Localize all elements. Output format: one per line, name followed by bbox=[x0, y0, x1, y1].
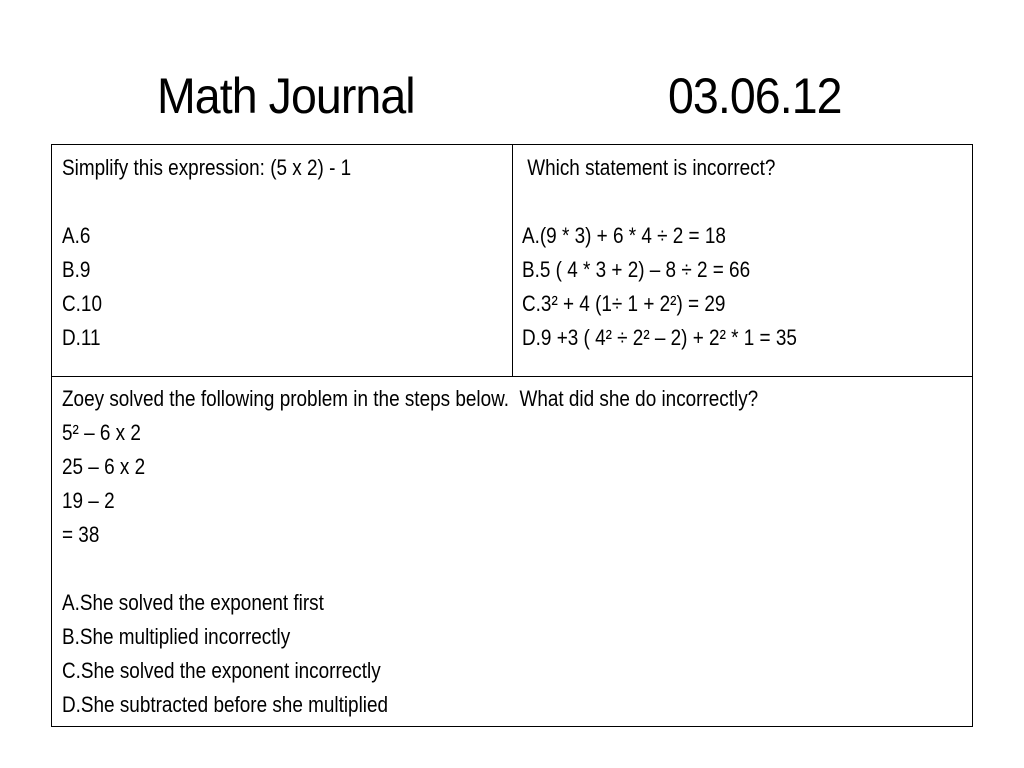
question-1-cell bbox=[62, 151, 398, 355]
question-2-choice-c: C.3² + 4 (1÷ 1 + 2²) = 29 bbox=[522, 291, 726, 316]
question-1-choice-d: D.11 bbox=[62, 325, 101, 350]
question-3-choice-d: D.She subtracted before she multiplied bbox=[62, 692, 389, 717]
question-2-prompt: Which statement is incorrect? bbox=[522, 155, 776, 180]
question-1-choice-a: A.6 bbox=[62, 223, 91, 248]
question-1-choice-b: B.9 bbox=[62, 257, 91, 282]
question-2-cell bbox=[522, 151, 842, 355]
page-title: Math Journal bbox=[157, 68, 415, 124]
question-3-choice-a: A.She solved the exponent first bbox=[62, 590, 324, 615]
question-3-choice-c: C.She solved the exponent incorrectly bbox=[62, 658, 381, 683]
question-2-choice-a: A.(9 * 3) + 6 * 4 ÷ 2 = 18 bbox=[522, 223, 726, 248]
question-3-step-2: 25 – 6 x 2 bbox=[62, 454, 146, 479]
question-1-choice-c: C.10 bbox=[62, 291, 102, 316]
question-3-prompt: Zoey solved the following problem in the steps below. What did she do incorrectly? bbox=[62, 386, 759, 411]
journal-table bbox=[51, 144, 973, 727]
question-3-step-1: 5² – 6 x 2 bbox=[62, 420, 141, 445]
question-1-prompt: Simplify this expression: (5 x 2) - 1 bbox=[62, 155, 352, 180]
row-divider bbox=[52, 376, 972, 377]
question-2-choice-b: B.5 ( 4 * 3 + 2) – 8 ÷ 2 = 66 bbox=[522, 257, 751, 282]
question-2-choice-d: D.9 +3 ( 4² ÷ 2² – 2) + 2² * 1 = 35 bbox=[522, 325, 797, 350]
page-date: 03.06.12 bbox=[668, 68, 842, 124]
question-3-cell bbox=[62, 382, 872, 722]
column-divider bbox=[512, 145, 513, 376]
question-3-step-3: 19 – 2 bbox=[62, 488, 115, 513]
question-3-step-4: = 38 bbox=[62, 522, 100, 547]
question-3-choice-b: B.She multiplied incorrectly bbox=[62, 624, 291, 649]
